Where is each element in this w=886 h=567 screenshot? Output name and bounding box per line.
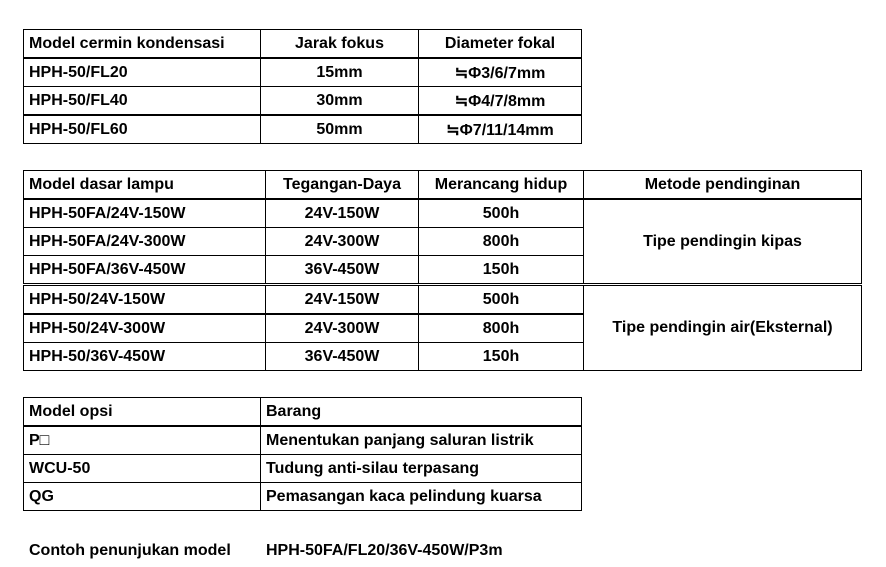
cell: 24V-300W: [266, 314, 419, 343]
cell: 800h: [419, 314, 584, 343]
cell: HPH-50/36V-450W: [24, 343, 266, 371]
lamp-table: [23, 170, 862, 371]
cell: HPH-50/FL60: [24, 115, 261, 144]
cell: 50mm: [261, 115, 419, 144]
table-row: [24, 483, 582, 511]
cooling-cell: Tipe pendingin kipas: [584, 199, 862, 285]
cell: 36V-450W: [266, 343, 419, 371]
cell: HPH-50FA/36V-450W: [24, 256, 266, 285]
header-cell: Jarak fokus: [261, 30, 419, 59]
mirror-table: [23, 29, 582, 144]
table-header-row: [24, 171, 862, 200]
cell: 150h: [419, 256, 584, 285]
cell: 800h: [419, 228, 584, 256]
cell: ≒Φ3/6/7mm: [419, 58, 582, 87]
header-cell: Model cermin kondensasi: [24, 30, 261, 59]
table-row: [24, 199, 862, 228]
cell: QG: [24, 483, 261, 511]
cell: Menentukan panjang saluran listrik: [261, 426, 582, 455]
cell: P□: [24, 426, 261, 455]
cell: 30mm: [261, 87, 419, 116]
cell: Pemasangan kaca pelindung kuarsa: [261, 483, 582, 511]
header-cell: Metode pendinginan: [584, 171, 862, 200]
example-label: Contoh penunjukan model: [29, 542, 231, 559]
cell: HPH-50/24V-300W: [24, 314, 266, 343]
header-cell: Diameter fokal: [419, 30, 582, 59]
cell: 15mm: [261, 58, 419, 87]
cell: HPH-50/FL40: [24, 87, 261, 116]
option-table: [23, 397, 582, 511]
cell: HPH-50/FL20: [24, 58, 261, 87]
example-value: HPH-50FA/FL20/36V-450W/P3m: [266, 542, 503, 559]
header-cell: Model dasar lampu: [24, 171, 266, 200]
cell: 24V-150W: [266, 199, 419, 228]
table-row: [24, 87, 582, 116]
cell: 24V-150W: [266, 285, 419, 315]
cell: ≒Φ7/11/14mm: [419, 115, 582, 144]
table-row: [24, 426, 582, 455]
header-cell: Barang: [261, 398, 582, 427]
cell: 500h: [419, 285, 584, 315]
header-cell: Merancang hidup: [419, 171, 584, 200]
cell: 24V-300W: [266, 228, 419, 256]
cell: 36V-450W: [266, 256, 419, 285]
header-cell: Model opsi: [24, 398, 261, 427]
cell: HPH-50FA/24V-300W: [24, 228, 266, 256]
table-header-row: [24, 30, 582, 59]
cooling-cell: Tipe pendingin air(Eksternal): [584, 285, 862, 371]
table-header-row: [24, 398, 582, 427]
table-row: [24, 455, 582, 483]
header-cell: Tegangan-Daya: [266, 171, 419, 200]
cell: HPH-50FA/24V-150W: [24, 199, 266, 228]
table-row: [24, 115, 582, 144]
cell: Tudung anti-silau terpasang: [261, 455, 582, 483]
cell: ≒Φ4/7/8mm: [419, 87, 582, 116]
cell: 500h: [419, 199, 584, 228]
cell: WCU-50: [24, 455, 261, 483]
table-row: [24, 285, 862, 315]
cell: 150h: [419, 343, 584, 371]
table-row: [24, 58, 582, 87]
cell: HPH-50/24V-150W: [24, 285, 266, 315]
model-example: [29, 542, 503, 560]
